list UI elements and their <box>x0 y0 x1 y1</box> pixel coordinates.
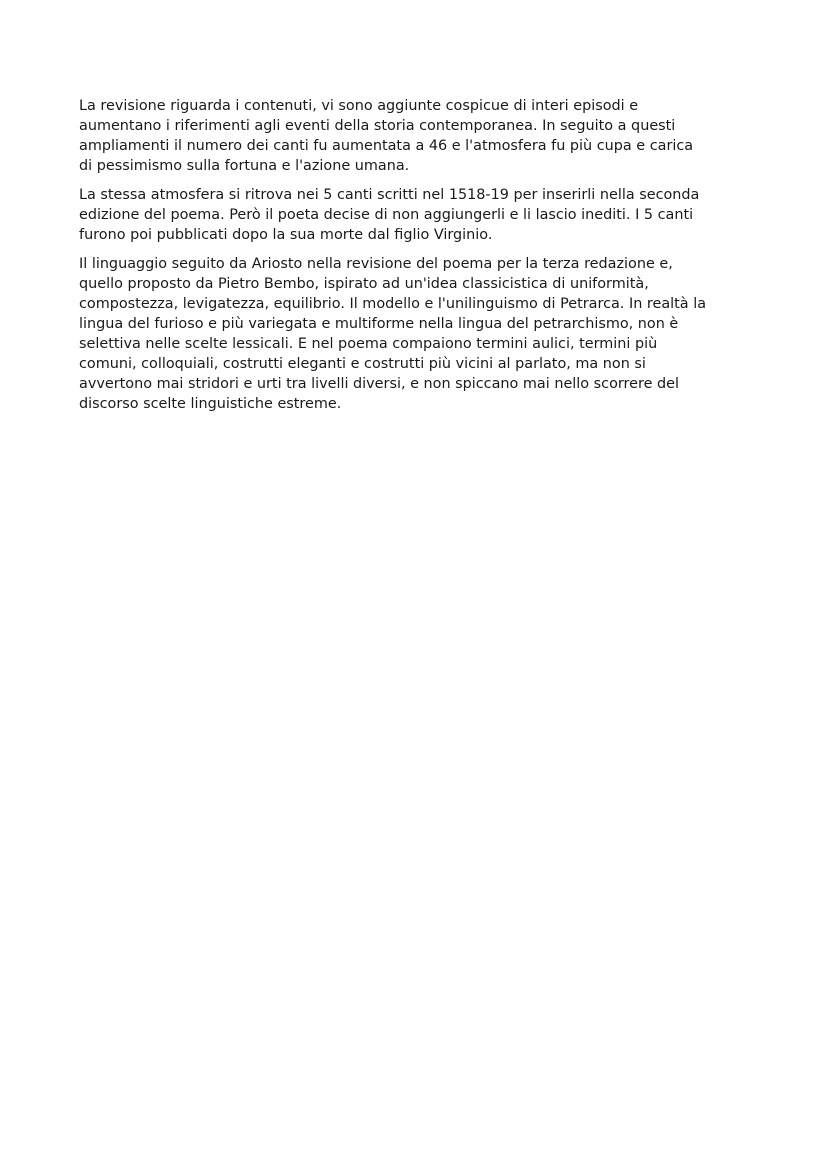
text-line: edizione del poema. Però il poeta decise di non aggiungerli e li lascio inediti. I 5 canti <box>79 207 694 223</box>
text-line: selettiva nelle scelte lessicali. E nel poema compaiono termini aulici, termini più <box>79 336 658 352</box>
text-line: La stessa atmosfera si ritrova nei 5 canti scritti nel 1518-19 per inserirli nella seconda <box>79 187 700 203</box>
text-line: di pessimismo sulla fortuna e l'azione umana. <box>79 158 410 174</box>
text-line: discorso scelte linguistiche estreme. <box>79 396 342 412</box>
text-line: lingua del furioso e più variegata e multiforme nella lingua del petrarchismo, non è <box>79 316 679 332</box>
text-line: quello proposto da Pietro Bembo, ispirato ad un'idea classicistica di uniformità, <box>79 276 649 292</box>
text-line: La revisione riguarda i contenuti, vi sono aggiunte cospicue di interi episodi e <box>79 98 639 114</box>
document-body <box>79 96 759 423</box>
paragraph-atmosfera <box>79 185 759 245</box>
text-line: Il linguaggio seguito da Ariosto nella revisione del poema per la terza redazione e, <box>79 256 673 272</box>
text-line: aumentano i riferimenti agli eventi della storia contemporanea. In seguito a questi <box>79 118 676 134</box>
text-line: avvertono mai stridori e urti tra livelli diversi, e non spiccano mai nello scorrere del <box>79 376 680 392</box>
paragraph-linguaggio <box>79 254 759 414</box>
text-line: comuni, colloquiali, costrutti eleganti e costrutti più vicini al parlato, ma non si <box>79 356 646 372</box>
text-line: furono poi pubblicati dopo la sua morte dal figlio Virginio. <box>79 227 493 243</box>
text-line: ampliamenti il numero dei canti fu aumentata a 46 e l'atmosfera fu più cupa e carica <box>79 138 694 154</box>
text-line: compostezza, levigatezza, equilibrio. Il modello e l'unilinguismo di Petrarca. In realtà la <box>79 296 707 312</box>
paragraph-revisione <box>79 96 759 176</box>
